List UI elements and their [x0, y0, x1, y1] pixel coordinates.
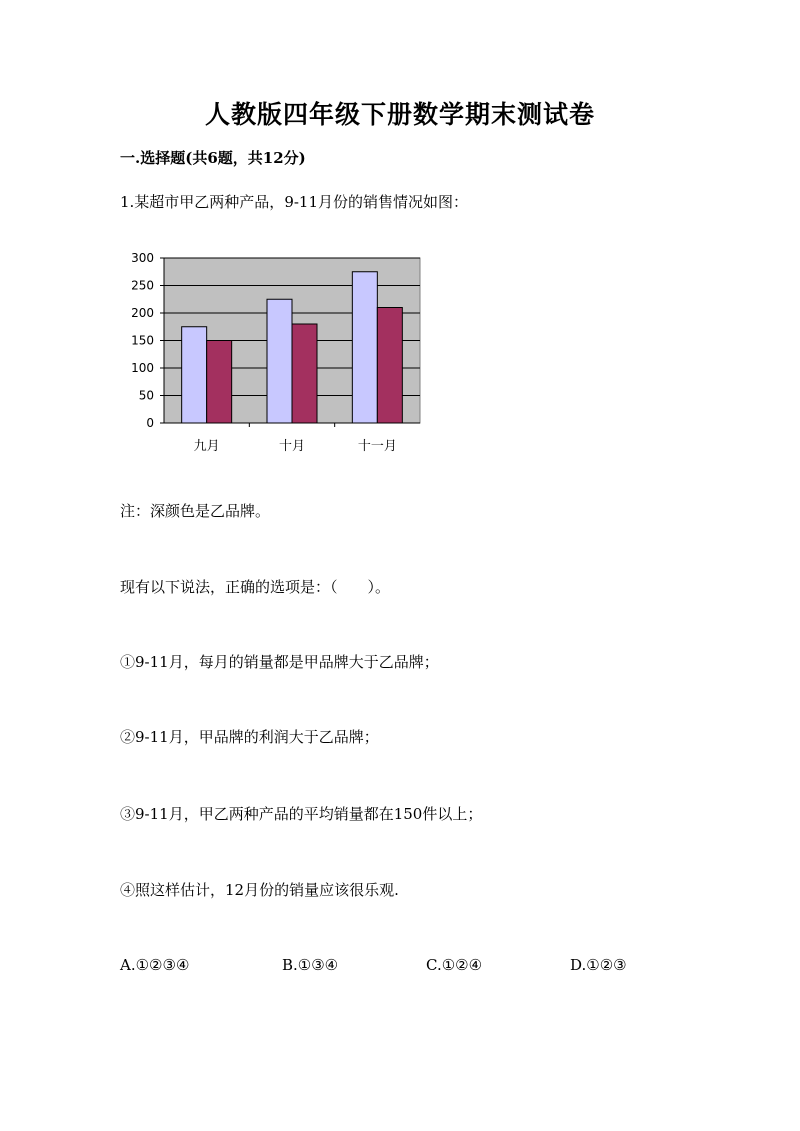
y-tick-label: 150: [131, 333, 154, 348]
section-heading: 一.选择题(共6题，共12分): [120, 149, 306, 167]
statement-4: ④照这样估计，12月份的销量应该很乐观.: [120, 881, 399, 899]
x-tick-label: 十一月: [357, 439, 397, 454]
bar-series1-2: [352, 272, 377, 423]
x-tick-label: 十月: [278, 439, 306, 454]
option-d[interactable]: D.①②③: [570, 956, 627, 974]
y-tick-label: 0: [146, 416, 154, 430]
bar-series2-0: [207, 341, 232, 424]
bar-chart: [116, 243, 436, 463]
bar-series2-2: [377, 308, 402, 424]
chart-note: 注：深颜色是乙品牌。: [120, 502, 271, 520]
bar-series1-1: [267, 299, 292, 423]
bar-series2-1: [292, 324, 317, 423]
question-stem: 1.某超市甲乙两种产品，9-11月份的销售情况如图：: [120, 193, 469, 211]
y-tick-label: 100: [131, 361, 154, 375]
option-c[interactable]: C.①②④: [426, 956, 483, 974]
page-title: 人教版四年级下册数学期末测试卷: [204, 100, 595, 129]
y-tick-label: 50: [138, 388, 154, 403]
statement-3: ③9-11月，甲乙两种产品的平均销量都在150件以上；: [120, 805, 483, 823]
statement-2: ②9-11月，甲品牌的利润大于乙品牌；: [120, 728, 379, 746]
bar-series1-0: [182, 327, 207, 423]
question-prompt: 现有以下说法，正确的选项是：（ ）。: [120, 578, 391, 596]
y-tick-label: 200: [131, 306, 154, 320]
option-a[interactable]: A.①②③④: [120, 956, 190, 974]
y-tick-label: 250: [131, 278, 154, 293]
statement-1: ①9-11月，每月的销量都是甲品牌大于乙品牌；: [120, 653, 439, 671]
y-tick-label: 300: [131, 251, 154, 265]
x-tick-label: 九月: [193, 439, 220, 454]
option-b[interactable]: B.①③④: [282, 956, 339, 974]
